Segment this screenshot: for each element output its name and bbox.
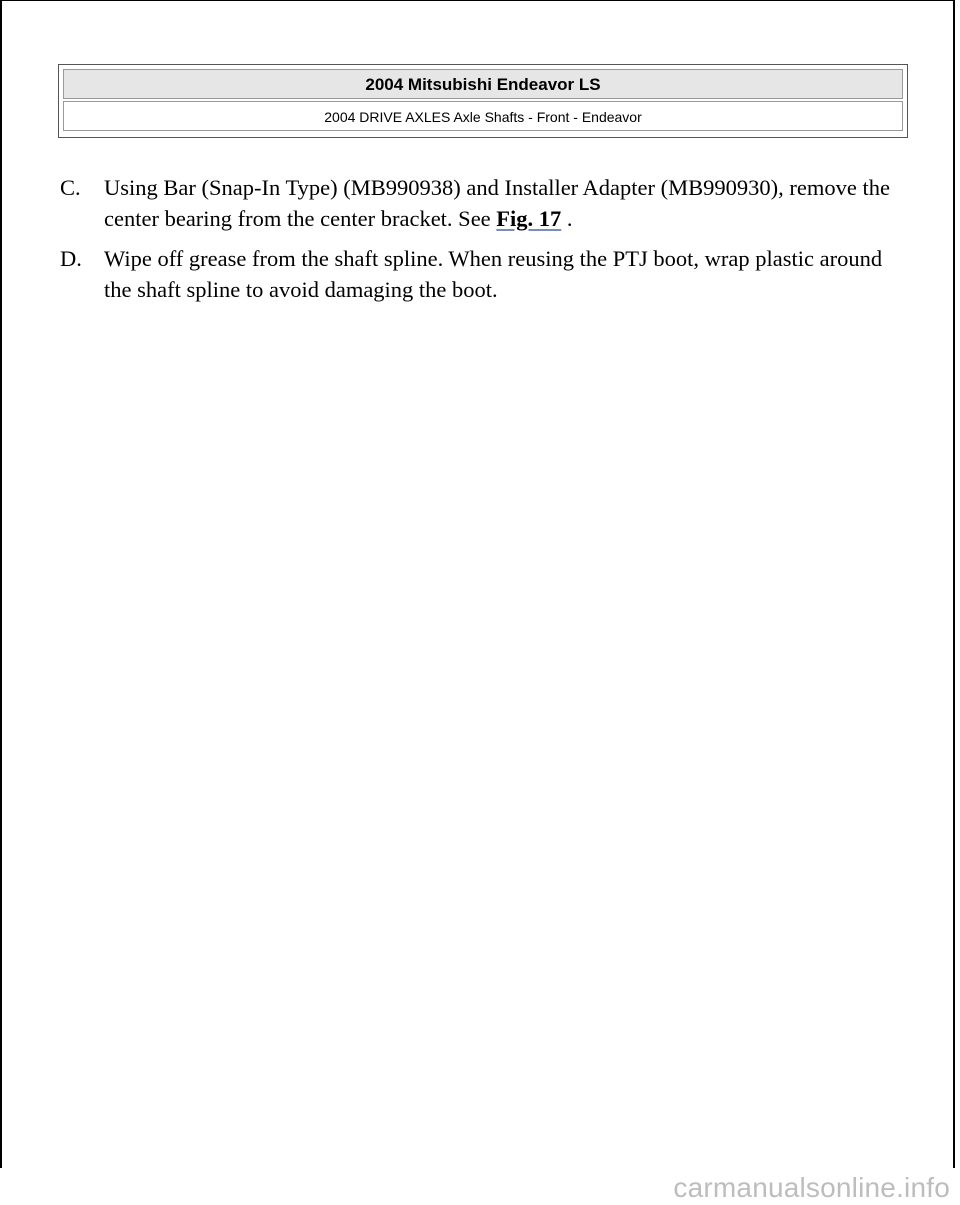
document-header — [58, 64, 908, 138]
step-d — [60, 243, 910, 305]
section-title: 2004 DRIVE AXLES Axle Shafts - Front - Endeavor — [63, 101, 903, 131]
procedure-steps — [60, 172, 910, 314]
step-letter: D. — [60, 246, 82, 271]
step-text-before: Using Bar (Snap-In Type) (MB990938) and Installer Adapter (MB990930), remove the center bearing from the center bracket. See — [104, 175, 890, 231]
step-c — [60, 172, 910, 234]
fig-17-link[interactable]: Fig. 17 — [496, 206, 562, 231]
step-text-after: . — [561, 206, 573, 231]
step-letter: C. — [60, 175, 81, 200]
vehicle-title: 2004 Mitsubishi Endeavor LS — [63, 69, 903, 99]
watermark: carmanualsonline.info — [673, 1172, 950, 1203]
step-text — [104, 172, 910, 234]
step-text: Wipe off grease from the shaft spline. When reusing the PTJ boot, wrap plastic around the shaft spline to avoid damaging the boot. — [104, 246, 883, 302]
